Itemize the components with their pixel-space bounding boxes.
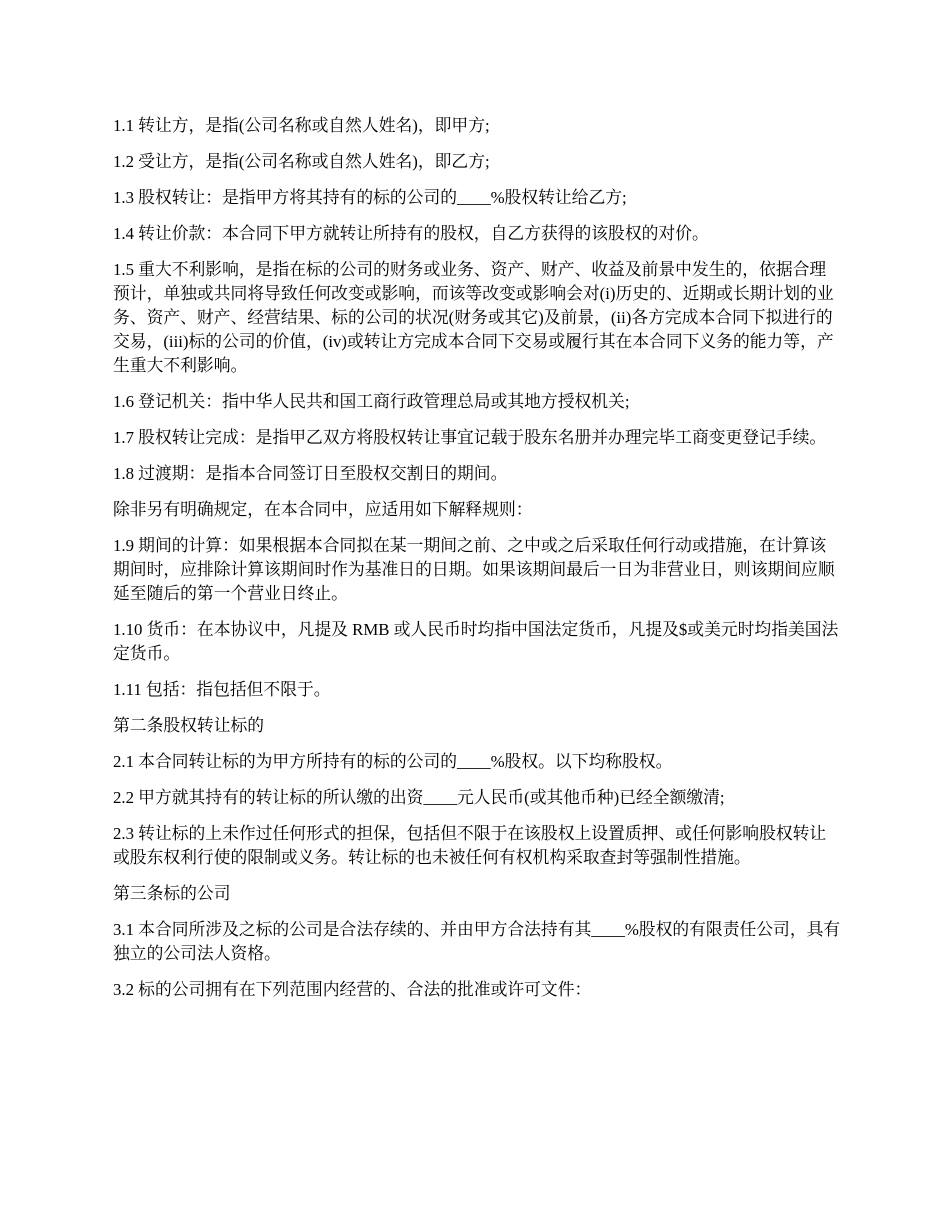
clause-1-6: 1.6 登记机关：指中华人民共和国工商行政管理总局或其地方授权机关; xyxy=(113,392,630,411)
article-3-heading: 第三条标的公司 xyxy=(113,884,231,903)
clause-1-4: 1.4 转让价款：本合同下甲方就转让所持有的股权，自乙方获得的该股权的对价。 xyxy=(113,224,709,243)
clause-1-8: 1.8 过渡期：是指本合同签订日至股权交割日的期间。 xyxy=(113,464,508,483)
clause-1-11: 1.11 包括：指包括但不限于。 xyxy=(113,680,331,699)
clause-2-1: 2.1 本合同转让标的为甲方所持有的标的公司的____%股权。以下均称股权。 xyxy=(113,752,673,771)
interpretation-rules-intro: 除非另有明确规定，在本合同中，应适用如下解释规则： xyxy=(113,500,533,519)
clause-3-2: 3.2 标的公司拥有在下列范围内经营的、合法的批准或许可文件： xyxy=(113,980,592,999)
article-2-heading: 第二条股权转让标的 xyxy=(113,716,265,735)
document-body xyxy=(113,114,841,1014)
clause-1-5: 1.5 重大不利影响，是指在标的公司的财务或业务、资产、财产、收益及前景中发生的，依据合理预计，单独或共同将导致任何改变或影响，而该等改变或影响会对(i)历史的、近期或长期计划的业务、资产、财产、经营结果、标的公司的状况(财务或其它)及前景，(ii)各方完成本合同下拟进行的交易，(iii)标的公司的价值，(iv)或转让方完成本合同下交易或履行其在本合同下义务的能力等，产生重大不利影响。 xyxy=(113,260,834,375)
clause-1-3: 1.3 股权转让：是指甲方将其持有的标的公司的____%股权转让给乙方; xyxy=(113,188,627,207)
clause-1-10: 1.10 货币：在本协议中，凡提及 RMB 或人民币时均指中国法定货币，凡提及$或美元时均指美国法定货币。 xyxy=(113,620,839,663)
clause-2-3: 2.3 转让标的上未作过任何形式的担保，包括但不限于在该股权上设置质押、或任何影响股权转让或股东权利行使的限制或义务。转让标的也未被任何有权机构采取查封等强制性措施。 xyxy=(113,824,827,867)
clause-1-7: 1.7 股权转让完成：是指甲乙双方将股权转让事宜记载于股东名册并办理完毕工商变更登记手续。 xyxy=(113,428,827,447)
clause-2-2: 2.2 甲方就其持有的转让标的所认缴的出资____元人民币(或其他币种)已经全额缴清; xyxy=(113,788,725,807)
clause-3-1: 3.1 本合同所涉及之标的公司是合法存续的、并由甲方合法持有其____%股权的有限责任公司，具有独立的公司法人资格。 xyxy=(113,920,841,963)
clause-1-1: 1.1 转让方，是指(公司名称或自然人姓名)，即甲方; xyxy=(113,116,490,135)
clause-1-9: 1.9 期间的计算：如果根据本合同拟在某一期间之前、之中或之后采取任何行动或措施，在计算该期间时，应排除计算该期间时作为基准日的日期。如果该期间最后一日为非营业日，则该期间应顺延至随后的第一个营业日终止。 xyxy=(113,536,835,603)
clause-1-2: 1.2 受让方，是指(公司名称或自然人姓名)，即乙方; xyxy=(113,152,490,171)
